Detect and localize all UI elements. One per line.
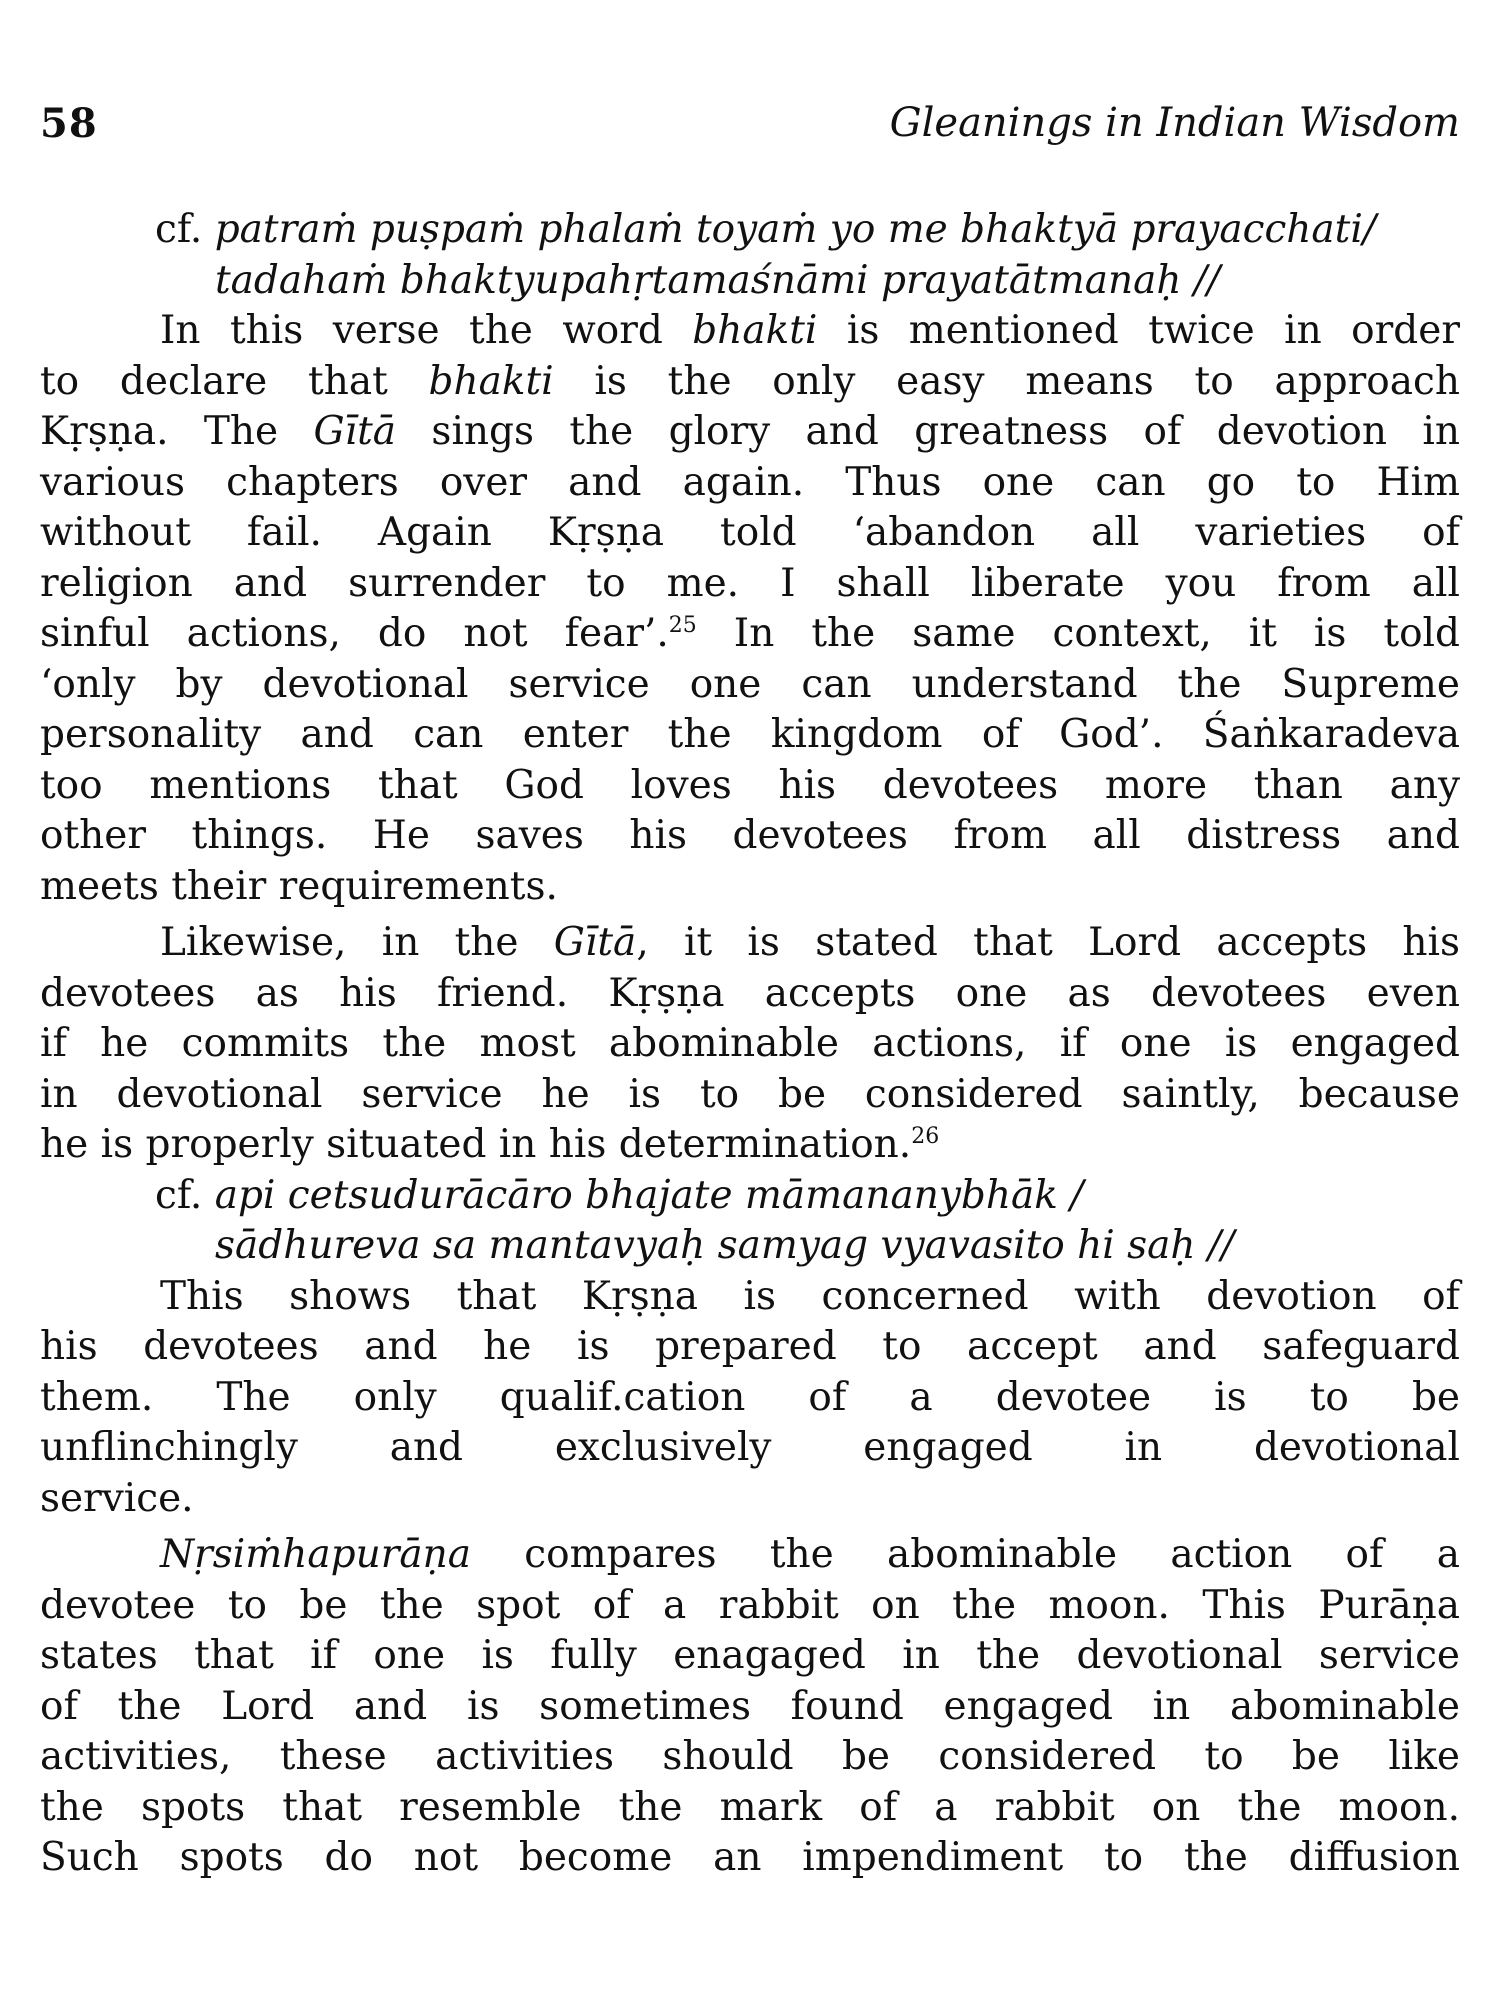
verse-line: cf. api cetsudurācāro bhajate māmananybhāk / — [155, 1172, 1084, 1218]
text-line: them. The only qualif.cation of a devotee is to be — [40, 1374, 1460, 1420]
text-line: In this verse the word bhakti is mentioned twice in order — [160, 308, 1460, 353]
text-line: Kṛṣṇa. The Gītā sings the glory and greatness of devotion in — [40, 409, 1460, 454]
text-line: devotee to be the spot of a rabbit on the moon. This Purāṇa — [40, 1582, 1460, 1628]
text-line: service. — [40, 1475, 194, 1521]
page-header — [40, 100, 1460, 160]
text-line: various chapters over and again. Thus one can go to Him — [40, 459, 1460, 505]
verse-line: sādhureva sa mantavyaḥ samyag vyavasito hi saḥ // — [215, 1223, 1235, 1268]
text-line: This shows that Kṛṣṇa is concerned with devotion of — [160, 1273, 1460, 1319]
text-line: Such spots do not become an impendiment to the diffusion — [40, 1835, 1460, 1880]
text-line: Nṛsiṁhapurāṇa compares the abominable action of a — [160, 1532, 1460, 1577]
text-line: sinful actions, do not fear’.$^{25}$ In the same context, it is told — [40, 611, 1460, 656]
text-line: Likewise, in the Gītā, it is stated that Lord accepts his — [160, 920, 1460, 965]
text-line: to declare that bhakti is the only easy means to approach — [40, 358, 1460, 404]
text-line: unflinchingly and exclusively engaged in devotional — [40, 1425, 1460, 1470]
text-line: devotees as his friend. Kṛṣṇa accepts one as devotees even — [40, 970, 1460, 1016]
text-line: activities, these activities should be considered to be like — [40, 1734, 1460, 1779]
text-line: ‘only by devotional service one can understand the Supreme — [40, 661, 1460, 707]
text-line: of the Lord and is sometimes found engaged in abominable — [40, 1683, 1460, 1729]
verse-line: tadahaṁ bhaktyupahṛtamaśnāmi prayatātmanaḥ // — [215, 257, 1221, 303]
text-line: the spots that resemble the mark of a rabbit on the moon. — [40, 1784, 1460, 1830]
running-title: Gleanings in Indian Wisdom — [889, 100, 1460, 146]
text-line: he is properly situated in his determination.$^{26}$ — [40, 1122, 940, 1167]
text-line: meets their requirements. — [40, 863, 558, 909]
text-line: personality and can enter the kingdom of God’. Śaṅkaradeva — [40, 712, 1460, 757]
text-line: other things. He saves his devotees from all distress and — [40, 813, 1460, 858]
text-line: states that if one is fully enagaged in the devotional service — [40, 1633, 1460, 1678]
text-line: if he commits the most abominable actions, if one is engaged — [40, 1021, 1460, 1066]
text-line: religion and surrender to me. I shall liberate you from all — [40, 560, 1460, 606]
verse-line: cf. patraṁ puṣpaṁ phalaṁ toyaṁ yo me bhaktyā prayacchati/ — [155, 207, 1376, 252]
text-line: in devotional service he is to be considered saintly, because — [40, 1071, 1460, 1117]
text-line: too mentions that God loves his devotees more than any — [40, 762, 1460, 808]
text-line: without fail. Again Kṛṣṇa told ‘abandon all varieties of — [40, 510, 1460, 555]
text-line: his devotees and he is prepared to accept and safeguard — [40, 1324, 1460, 1369]
body-text — [40, 205, 1460, 1884]
page-number: 58 — [40, 100, 98, 147]
